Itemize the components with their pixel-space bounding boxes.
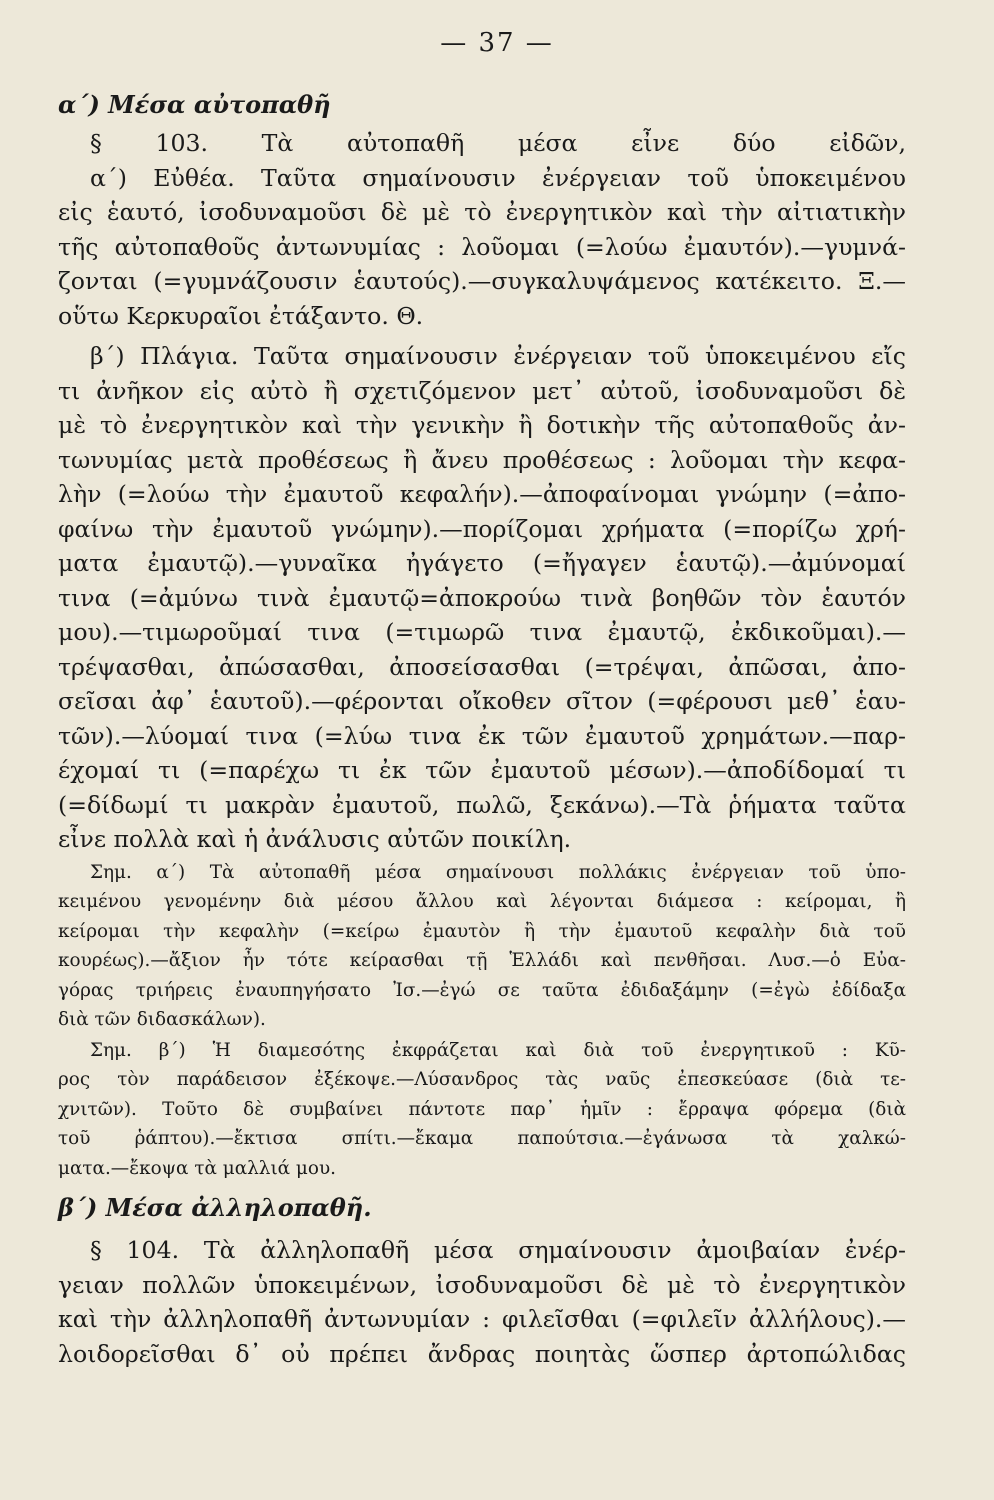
note-line: ματα.—ἔκοψα τὰ μαλλιά μου.	[58, 1157, 336, 1179]
paragraph-104	[58, 1233, 906, 1371]
note-a	[58, 858, 906, 1035]
page-number: — 37 —	[440, 28, 554, 58]
section-heading-autopathe: α΄) Μέσα αὐτοπαθῆ	[58, 90, 331, 119]
text-line: γειαν πολλῶν ὑποκειμένων, ἰσοδυναμοῦσι δὲ μὲ τὸ ἐνεργητικὸν	[58, 1270, 906, 1299]
text-line: εἶνε πολλὰ καὶ ἡ ἀνάλυσις αὐτῶν ποικίλη.	[58, 825, 572, 853]
text-line: τῆς αὐτοπαθοῦς ἀντωνυμίας : λοῦομαι (=λούω ἐμαυτόν).—γυμνά-	[58, 232, 906, 261]
note-b	[58, 1036, 906, 1184]
text-line: τωνυμίας μετὰ προθέσεως ἢ ἄνευ προθέσεως : λοῦομαι τὴν κεφα-	[58, 445, 906, 474]
text-line: οὕτω Κερκυραῖοι ἐτάξαντο. Θ.	[58, 301, 424, 330]
note-line: γόρας τριήρεις ἐναυπηγήσατο Ἰσ.—ἐγώ σε ταῦτα ἐδιδαξάμην (=ἐγὼ ἐδίδαξα	[58, 979, 906, 1001]
text-line: καὶ τὴν ἀλληλοπαθῆ ἀντωνυμίαν : φιλεῖσθαι (=φιλεῖν ἀλλήλους).—	[58, 1305, 906, 1333]
note-line: ρος τὸν παράδεισον ἐξέκοψε.—Λύσανδρος τὰς ναῦς ἐπεσκεύασε (διὰ τε-	[58, 1069, 906, 1090]
text-line: (=δίδωμί τι μακρὰν ἐμαυτοῦ, πωλῶ, ξεκάνω).—Τὰ ῥήματα ταῦτα	[58, 790, 906, 819]
text-line: λὴν (=λούω τὴν ἐμαυτοῦ κεφαλήν).—ἀποφαίνομαι γνώμην (=ἀπο-	[58, 480, 906, 508]
text-line: σεῖσαι ἀφ᾽ ἑαυτοῦ).—φέρονται οἴκοθεν σῖτον (=φέρουσι μεθ᾽ ἑαυ-	[58, 687, 906, 715]
paragraph-103	[58, 126, 906, 333]
note-line: κείρομαι τὴν κεφαλὴν (=κείρω ἐμαυτὸν ἢ τὴν ἐμαυτοῦ κεφαλὴν διὰ τοῦ	[58, 920, 906, 942]
note-line: κουρέως).—ἄξιον ἦν τότε κείρασθαι τῇ Ἑλλάδι καὶ πενθῆσαι. Λυσ.—ὁ Εὐα-	[58, 950, 906, 971]
section-heading-allelopathe: β΄) Μέσα ἀλληλοπαθῆ.	[58, 1193, 372, 1222]
text-line: ζονται (=γυμνάζουσιν ἑαυτούς).—συγκαλυψάμενος κατέκειτο. Ξ.—	[58, 267, 906, 295]
text-line: τινα (=ἀμύνω τινὰ ἐμαυτῷ=ἀποκρούω τινὰ βοηθῶν τὸν ἑαυτόν	[58, 583, 906, 612]
note-line: Σημ. α΄) Τὰ αὐτοπαθῆ μέσα σημαίνουσι πολλάκις ἐνέργειαν τοῦ ὑπο-	[90, 861, 906, 883]
text-line: μὲ τὸ ἐνεργητικὸν καὶ τὴν γενικὴν ἢ δοτικὴν τῆς αὐτοπαθοῦς ἀν-	[58, 411, 906, 439]
text-line: λοιδορεῖσθαι δ᾽ οὐ πρέπει ἄνδρας ποιητὰς ὥσπερ ἀρτοπώλιδας	[58, 1339, 906, 1368]
text-line: τῶν).—λύομαί τινα (=λύω τινα ἐκ τῶν ἐμαυτοῦ χρημάτων.—παρ-	[58, 721, 906, 750]
note-line: τοῦ ῥάπτου).—ἔκτισα σπίτι.—ἔκαμα παπούτσια.—ἐγάνωσα τὰ χαλκώ-	[58, 1128, 906, 1149]
text-line: μου).—τιμωροῦμαί τινα (=τιμωρῶ τινα ἐμαυτῷ, ἐκδικοῦμαι).—	[58, 618, 906, 646]
note-line: χνιτῶν). Τοῦτο δὲ συμβαίνει πάντοτε παρ᾽ ἡμῖν : ἔρραψα φόρεμα (διὰ	[58, 1098, 906, 1120]
paragraph-plagia	[58, 339, 906, 857]
text-line: φαίνω τὴν ἐμαυτοῦ γνώμην).—πορίζομαι χρήματα (=πορίζω χρή-	[58, 514, 906, 543]
text-line: § 104. Τὰ ἀλληλοπαθῆ μέσα σημαίνουσιν ἀμοιβαίαν ἐνέρ-	[90, 1236, 906, 1264]
text-line: εἰς ἑαυτό, ἰσοδυναμοῦσι δὲ μὲ τὸ ἐνεργητικὸν καὶ τὴν αἰτιατικὴν	[58, 198, 906, 226]
note-line: διὰ τῶν διδασκάλων).	[58, 1009, 266, 1030]
text-line: § 103. Τὰ αὐτοπαθῆ μέσα εἶνε δύο εἰδῶν,	[90, 129, 906, 157]
text-line: ματα ἐμαυτῷ).—γυναῖκα ἠγάγετο (=ἤγαγεν ἑαυτῷ).—ἀμύνομαί	[58, 549, 906, 577]
page-content	[58, 84, 906, 1379]
text-line: έχομαί τι (=παρέχω τι ἐκ τῶν ἐμαυτοῦ μέσων).—ἀποδίδομαί τι	[58, 756, 906, 784]
text-line: τι ἀνῆκον εἰς αὐτὸ ἢ σχετιζόμενον μετ᾽ αὐτοῦ, ἰσοδυναμοῦσι δὲ	[58, 376, 906, 405]
note-line: κειμένου γενομένην διὰ μέσου ἄλλου καὶ λέγονται διάμεσα : κείρομαι, ἢ	[58, 891, 906, 912]
text-line: τρέψασθαι, ἀπώσασθαι, ἀποσείσασθαι (=τρέψαι, ἀπῶσαι, ἀπο-	[58, 652, 906, 681]
text-line: α΄) Εὐθέα. Ταῦτα σημαίνουσιν ἐνέργειαν τοῦ ὑποκειμένου	[90, 163, 906, 192]
text-line: β΄) Πλάγια. Ταῦτα σημαίνουσιν ἐνέργειαν τοῦ ὑποκειμένου εἴς	[90, 342, 906, 370]
note-line: Σημ. β΄) Ἡ διαμεσότης ἐκφράζεται καὶ διὰ τοῦ ἐνεργητικοῦ : Κῦ-	[90, 1039, 906, 1061]
